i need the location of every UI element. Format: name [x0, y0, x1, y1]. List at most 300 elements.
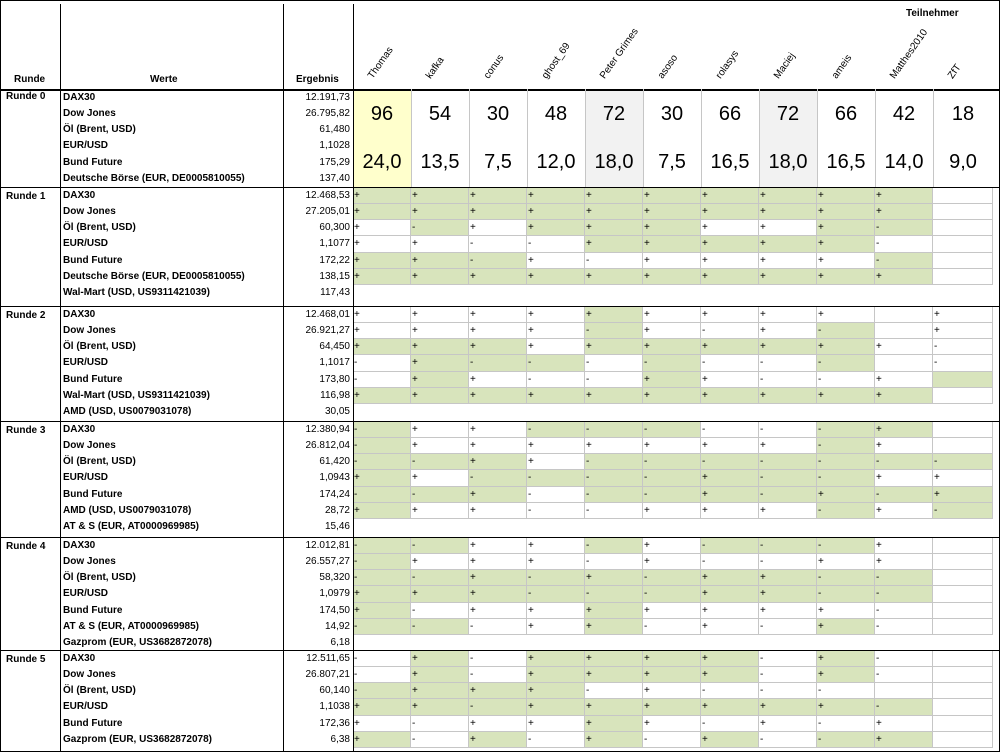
- prediction-cell: +: [817, 388, 875, 404]
- prediction-cell: +: [643, 204, 701, 220]
- asset-name: Bund Future: [63, 717, 123, 729]
- prediction-cell: -: [933, 503, 993, 519]
- prediction-cell: +: [875, 204, 933, 220]
- prediction-cell: +: [527, 619, 585, 635]
- prediction-cell: +: [527, 204, 585, 220]
- prediction-cell: -: [353, 619, 411, 635]
- prediction-cell: +: [469, 716, 527, 732]
- prediction-cell: +: [643, 372, 701, 388]
- participant-name: Thomas: [365, 45, 396, 81]
- prediction-cell: +: [353, 323, 411, 339]
- prediction-cell: +: [585, 388, 643, 404]
- grid-line: [759, 89, 760, 187]
- average-points: 16,5: [701, 138, 759, 186]
- prediction-cell: -: [585, 323, 643, 339]
- prediction-cell: +: [701, 372, 759, 388]
- asset-name: EUR/USD: [63, 140, 109, 152]
- prediction-cell: -: [585, 355, 643, 371]
- prediction-cell: -: [411, 732, 469, 748]
- asset-name: Öl (Brent, USD): [63, 222, 136, 234]
- asset-result: 12.468,53: [305, 190, 350, 201]
- prediction-cell: +: [817, 339, 875, 355]
- average-points: 7,5: [469, 138, 527, 186]
- prediction-cell: +: [875, 438, 933, 454]
- grid-line: [0, 0, 1000, 1]
- prediction-cell: +: [585, 699, 643, 715]
- prediction-cell: +: [701, 307, 759, 323]
- round-label: Runde 2: [6, 310, 46, 321]
- prediction-cell: +: [701, 586, 759, 602]
- prediction-cell: [933, 538, 993, 554]
- prediction-cell: +: [411, 269, 469, 285]
- prediction-cell: +: [411, 236, 469, 252]
- prediction-cell: +: [585, 570, 643, 586]
- prediction-cell: +: [759, 388, 817, 404]
- asset-name: Dow Jones: [63, 108, 116, 120]
- prediction-cell: +: [469, 570, 527, 586]
- prediction-cell: +: [875, 188, 933, 204]
- prediction-cell: -: [643, 570, 701, 586]
- prediction-cell: -: [875, 651, 933, 667]
- prediction-cell: +: [411, 683, 469, 699]
- prediction-cell: -: [585, 372, 643, 388]
- prediction-cell: +: [411, 307, 469, 323]
- participant-name: rolasys: [713, 48, 742, 81]
- grid-line: [353, 4, 354, 752]
- asset-name: Öl (Brent, USD): [63, 685, 136, 697]
- header-werte: Werte: [150, 74, 178, 85]
- grid-line: [411, 89, 412, 187]
- prediction-cell: +: [527, 683, 585, 699]
- grid-line: [60, 4, 61, 752]
- header-teilnehmer: Teilnehmer: [906, 8, 959, 19]
- prediction-cell: -: [469, 470, 527, 486]
- total-points: 72: [759, 90, 817, 138]
- grid-line: [0, 306, 1000, 307]
- prediction-cell: [933, 716, 993, 732]
- prediction-cell: +: [469, 323, 527, 339]
- prediction-cell: -: [585, 422, 643, 438]
- prediction-cell: -: [469, 619, 527, 635]
- asset-result: 173,80: [319, 373, 350, 385]
- prediction-cell: -: [875, 699, 933, 715]
- prediction-cell: +: [701, 236, 759, 252]
- round-label: Runde 1: [6, 191, 46, 202]
- prediction-cell: -: [469, 667, 527, 683]
- prediction-cell: +: [759, 438, 817, 454]
- prediction-cell: +: [759, 503, 817, 519]
- prediction-cell: -: [817, 570, 875, 586]
- prediction-cell: -: [817, 454, 875, 470]
- prediction-cell: [933, 570, 993, 586]
- asset-name: Öl (Brent, USD): [63, 124, 136, 136]
- prediction-cell: +: [817, 554, 875, 570]
- prediction-cell: +: [643, 339, 701, 355]
- asset-name: DAX30: [63, 653, 96, 664]
- participant-name: ghost_69: [539, 40, 573, 81]
- prediction-cell: +: [701, 388, 759, 404]
- asset-result: 1,0979: [319, 588, 350, 600]
- prediction-cell: +: [759, 253, 817, 269]
- prediction-cell: [933, 699, 993, 715]
- prediction-cell: +: [469, 603, 527, 619]
- round-label: Runde 4: [6, 541, 46, 552]
- prediction-cell: -: [353, 422, 411, 438]
- asset-result: 12.191,73: [305, 92, 350, 103]
- prediction-cell: -: [585, 503, 643, 519]
- asset-result: 28,72: [324, 504, 350, 516]
- prediction-cell: -: [759, 651, 817, 667]
- prediction-cell: +: [875, 470, 933, 486]
- prediction-cell: -: [817, 422, 875, 438]
- prediction-cell: -: [411, 538, 469, 554]
- asset-result: 12.511,65: [306, 653, 350, 664]
- prediction-cell: +: [701, 339, 759, 355]
- total-points: 30: [469, 90, 527, 138]
- prediction-cell: +: [817, 253, 875, 269]
- prediction-cell: -: [527, 732, 585, 748]
- prediction-cell: +: [411, 438, 469, 454]
- prediction-cell: -: [585, 487, 643, 503]
- grid-line: [0, 89, 1000, 91]
- prediction-cell: +: [469, 487, 527, 503]
- asset-result: 174,24: [319, 488, 350, 500]
- prediction-cell: +: [469, 586, 527, 602]
- prediction-cell: -: [759, 372, 817, 388]
- prediction-cell: +: [411, 422, 469, 438]
- asset-name: Bund Future: [63, 488, 123, 500]
- prediction-cell: +: [469, 554, 527, 570]
- prediction-cell: -: [411, 619, 469, 635]
- prediction-cell: +: [643, 438, 701, 454]
- prediction-cell: -: [759, 487, 817, 503]
- prediction-cell: +: [353, 586, 411, 602]
- prediction-cell: -: [817, 438, 875, 454]
- prediction-cell: -: [759, 470, 817, 486]
- prediction-cell: +: [701, 570, 759, 586]
- asset-name: DAX30: [63, 190, 96, 201]
- prediction-cell: -: [817, 732, 875, 748]
- prediction-cell: -: [585, 538, 643, 554]
- prediction-cell: +: [643, 323, 701, 339]
- prediction-cell: +: [585, 603, 643, 619]
- prediction-cell: +: [527, 188, 585, 204]
- prediction-cell: -: [817, 470, 875, 486]
- prediction-cell: +: [411, 667, 469, 683]
- asset-result: 6,38: [330, 733, 350, 745]
- prediction-cell: +: [353, 188, 411, 204]
- prediction-cell: +: [701, 503, 759, 519]
- prediction-cell: [933, 372, 993, 388]
- prediction-cell: +: [527, 716, 585, 732]
- prediction-cell: +: [585, 716, 643, 732]
- prediction-cell: +: [353, 236, 411, 252]
- prediction-cell: -: [933, 454, 993, 470]
- asset-name: Wal-Mart (USD, US9311421039): [63, 389, 210, 401]
- prediction-cell: +: [759, 603, 817, 619]
- participant-name: ameis: [829, 52, 855, 81]
- prediction-cell: -: [817, 716, 875, 732]
- asset-name: EUR/USD: [63, 588, 109, 600]
- prediction-cell: -: [527, 422, 585, 438]
- prediction-cell: -: [933, 355, 993, 371]
- prediction-cell: -: [643, 619, 701, 635]
- prediction-cell: +: [411, 554, 469, 570]
- prediction-cell: +: [933, 307, 993, 323]
- prediction-cell: +: [875, 716, 933, 732]
- prediction-cell: +: [817, 699, 875, 715]
- prediction-cell: +: [759, 204, 817, 220]
- prediction-cell: +: [817, 204, 875, 220]
- prediction-cell: +: [643, 699, 701, 715]
- prediction-cell: +: [701, 732, 759, 748]
- asset-result: 172,22: [319, 254, 350, 266]
- asset-result: 1,1028: [319, 140, 350, 152]
- prediction-cell: -: [875, 619, 933, 635]
- prediction-cell: +: [353, 603, 411, 619]
- prediction-cell: +: [585, 269, 643, 285]
- prediction-cell: -: [759, 683, 817, 699]
- participant-name: kafka: [423, 55, 447, 81]
- prediction-cell: -: [585, 683, 643, 699]
- asset-result: 60,140: [319, 685, 350, 697]
- asset-name: EUR/USD: [63, 701, 109, 713]
- asset-result: 117,43: [320, 286, 350, 298]
- prediction-cell: -: [643, 454, 701, 470]
- prediction-cell: +: [527, 554, 585, 570]
- prediction-cell: +: [875, 554, 933, 570]
- prediction-cell: +: [701, 204, 759, 220]
- prediction-cell: +: [353, 307, 411, 323]
- prediction-cell: +: [759, 269, 817, 285]
- prediction-cell: -: [875, 253, 933, 269]
- prediction-cell: +: [353, 503, 411, 519]
- grid-line: [0, 537, 1000, 538]
- prediction-cell: [933, 732, 993, 748]
- grid-line: [0, 650, 1000, 651]
- prediction-cell: +: [875, 269, 933, 285]
- prediction-cell: +: [527, 388, 585, 404]
- total-points: 72: [585, 90, 643, 138]
- prediction-cell: +: [701, 619, 759, 635]
- prediction-cell: +: [817, 220, 875, 236]
- prediction-cell: +: [527, 307, 585, 323]
- prediction-cell: +: [643, 253, 701, 269]
- prediction-cell: -: [411, 487, 469, 503]
- asset-name: EUR/USD: [63, 238, 109, 250]
- prediction-cell: +: [643, 603, 701, 619]
- prediction-cell: -: [527, 570, 585, 586]
- participant-name: conus: [481, 52, 507, 81]
- prediction-cell: [933, 253, 993, 269]
- prediction-cell: -: [353, 487, 411, 503]
- prediction-cell: +: [875, 503, 933, 519]
- prediction-cell: +: [585, 204, 643, 220]
- asset-name: DAX30: [63, 309, 96, 320]
- prediction-cell: +: [643, 220, 701, 236]
- grid-line: [469, 89, 470, 187]
- prediction-cell: [933, 388, 993, 404]
- prediction-cell: +: [585, 732, 643, 748]
- grid-line: [0, 0, 1, 752]
- prediction-cell: +: [411, 470, 469, 486]
- total-points: 66: [701, 90, 759, 138]
- prediction-cell: +: [353, 699, 411, 715]
- prediction-cell: -: [759, 667, 817, 683]
- prediction-cell: +: [643, 307, 701, 323]
- prediction-cell: +: [353, 204, 411, 220]
- asset-result: 26.921,27: [305, 325, 350, 337]
- prediction-cell: +: [933, 323, 993, 339]
- average-points: 9,0: [933, 138, 993, 186]
- prediction-cell: [933, 667, 993, 683]
- prediction-cell: -: [701, 422, 759, 438]
- prediction-cell: -: [585, 253, 643, 269]
- prediction-cell: +: [411, 388, 469, 404]
- prediction-cell: +: [353, 470, 411, 486]
- prediction-cell: -: [469, 253, 527, 269]
- asset-name: AMD (USD, US0079031078): [63, 405, 192, 417]
- header-runde: Runde: [14, 74, 46, 85]
- prediction-cell: -: [875, 586, 933, 602]
- prediction-cell: -: [875, 667, 933, 683]
- prediction-cell: -: [353, 651, 411, 667]
- prediction-cell: -: [817, 538, 875, 554]
- prediction-cell: -: [411, 716, 469, 732]
- prediction-cell: -: [875, 220, 933, 236]
- prediction-cell: [933, 619, 993, 635]
- prediction-cell: +: [643, 667, 701, 683]
- prediction-cell: [933, 220, 993, 236]
- prediction-cell: +: [643, 651, 701, 667]
- prediction-cell: -: [527, 503, 585, 519]
- prediction-cell: +: [469, 683, 527, 699]
- prediction-cell: +: [411, 339, 469, 355]
- prediction-cell: -: [933, 339, 993, 355]
- prediction-cell: [875, 323, 933, 339]
- prediction-cell: +: [353, 269, 411, 285]
- prediction-cell: +: [469, 438, 527, 454]
- asset-name: Bund Future: [63, 604, 123, 616]
- round-label: Runde 5: [6, 654, 46, 665]
- asset-name: EUR/USD: [63, 357, 109, 369]
- prediction-cell: -: [469, 651, 527, 667]
- prediction-cell: +: [875, 372, 933, 388]
- prediction-cell: +: [701, 667, 759, 683]
- prediction-cell: +: [527, 667, 585, 683]
- asset-result: 1,0943: [319, 472, 350, 484]
- total-points: 66: [817, 90, 875, 138]
- prediction-cell: +: [817, 487, 875, 503]
- prediction-cell: +: [585, 651, 643, 667]
- prediction-cell: +: [411, 586, 469, 602]
- prediction-cell: +: [353, 716, 411, 732]
- round-label: Runde 0: [6, 91, 46, 102]
- prediction-cell: +: [817, 269, 875, 285]
- asset-name: Dow Jones: [63, 556, 116, 568]
- prediction-cell: -: [527, 470, 585, 486]
- asset-result: 12.468,01: [305, 309, 350, 320]
- prediction-cell: +: [411, 503, 469, 519]
- prediction-cell: +: [643, 269, 701, 285]
- prediction-cell: [933, 438, 993, 454]
- grid-line: [875, 89, 876, 187]
- prediction-cell: -: [875, 454, 933, 470]
- prediction-cell: +: [701, 269, 759, 285]
- asset-result: 26.795,82: [305, 108, 350, 120]
- grid-line: [0, 187, 1000, 188]
- asset-name: EUR/USD: [63, 472, 109, 484]
- asset-result: 12.380,94: [305, 424, 350, 435]
- average-points: 12,0: [527, 138, 585, 186]
- prediction-cell: -: [411, 603, 469, 619]
- prediction-cell: [933, 586, 993, 602]
- asset-result: 61,480: [319, 124, 350, 136]
- asset-result: 138,15: [319, 270, 350, 282]
- total-points: 18: [933, 90, 993, 138]
- prediction-cell: +: [527, 339, 585, 355]
- asset-result: 15,46: [324, 520, 350, 532]
- total-points: 96: [353, 90, 411, 138]
- prediction-cell: -: [527, 487, 585, 503]
- asset-result: 175,29: [319, 156, 350, 168]
- prediction-cell: +: [643, 538, 701, 554]
- asset-result: 58,320: [319, 572, 350, 584]
- asset-name: Bund Future: [63, 156, 123, 168]
- average-points: 14,0: [875, 138, 933, 186]
- asset-name: Öl (Brent, USD): [63, 456, 136, 468]
- prediction-cell: +: [933, 487, 993, 503]
- prediction-cell: +: [469, 422, 527, 438]
- grid-line: [643, 89, 644, 187]
- prediction-cell: +: [759, 236, 817, 252]
- average-points: 13,5: [411, 138, 469, 186]
- prediction-cell: -: [759, 355, 817, 371]
- prediction-cell: [933, 651, 993, 667]
- prediction-cell: -: [585, 554, 643, 570]
- prediction-cell: -: [817, 355, 875, 371]
- asset-result: 137,40: [319, 172, 350, 184]
- prediction-cell: +: [411, 253, 469, 269]
- prediction-cell: +: [469, 188, 527, 204]
- prediction-cell: +: [469, 454, 527, 470]
- prediction-cell: -: [643, 487, 701, 503]
- asset-result: 6,18: [330, 636, 350, 648]
- prediction-cell: -: [411, 454, 469, 470]
- header-ergebnis: Ergebnis: [296, 74, 339, 85]
- prediction-cell: +: [875, 538, 933, 554]
- prediction-cell: +: [817, 307, 875, 323]
- prediction-cell: -: [585, 454, 643, 470]
- asset-result: 12.012,81: [305, 540, 350, 551]
- grid-line: [527, 89, 528, 187]
- asset-name: Deutsche Börse (EUR, DE0005810055): [63, 270, 245, 282]
- asset-result: 1,1077: [319, 238, 350, 250]
- average-points: 18,0: [759, 138, 817, 186]
- prediction-cell: +: [527, 699, 585, 715]
- prediction-cell: +: [411, 323, 469, 339]
- prediction-cell: +: [701, 699, 759, 715]
- asset-result: 26.807,21: [305, 669, 350, 681]
- prediction-cell: -: [817, 372, 875, 388]
- prediction-cell: +: [759, 188, 817, 204]
- prediction-cell: -: [353, 538, 411, 554]
- prediction-cell: +: [875, 732, 933, 748]
- prediction-cell: -: [759, 538, 817, 554]
- prediction-cell: +: [469, 204, 527, 220]
- prediction-cell: +: [643, 716, 701, 732]
- prediction-cell: -: [585, 470, 643, 486]
